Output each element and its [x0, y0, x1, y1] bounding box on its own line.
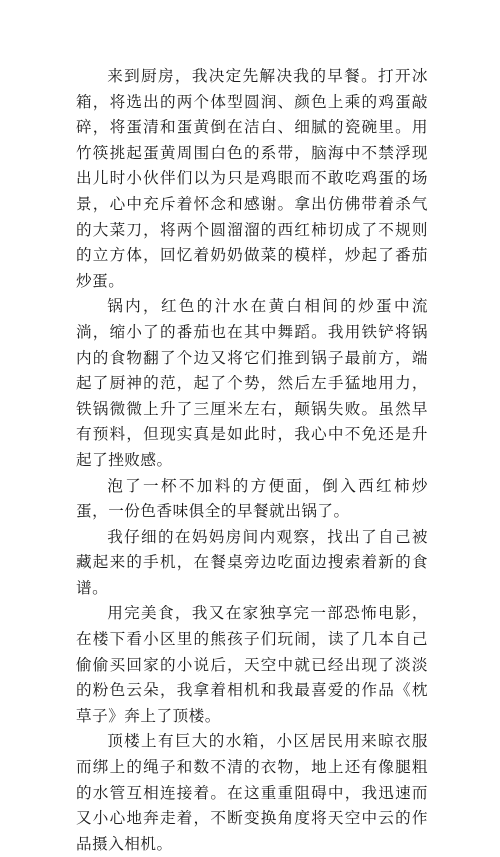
document-body	[76, 64, 428, 857]
paragraph: 用完美食，我又在家独享完一部恐怖电影，在楼下看小区里的熊孩子们玩闹，读了几本自己偷偷买回家的小说后，天空中就已经出现了淡淡的粉色云朵，我拿着相机和我最喜爱的作品《枕草子》奔上了顶楼。	[76, 604, 428, 725]
paragraph: 泡了一杯不加料的方便面，倒入西红柿炒蛋，一份色香味俱全的早餐就出锅了。	[76, 476, 428, 521]
paragraph: 锅内，红色的汁水在黄白相间的炒蛋中流淌，缩小了的番茄也在其中舞蹈。我用铁铲将锅内的食物翻了个边又将它们推到锅子最前方，端起了厨神的范，起了个势，然后左手猛地用力，铁锅微微上升了三厘米左右，颠锅失败。虽然早有预料，但现实真是如此时，我心中不免还是升起了挫败感。	[76, 297, 428, 469]
paragraph: 顶楼上有巨大的水箱，小区居民用来晾衣服而绑上的绳子和数不清的衣物，地上还有像腿粗的水管互相连接着。在这重重阻碍中，我迅速而又小心地奔走着，不断变换角度将天空中云的作品摄入相机。	[76, 732, 428, 853]
paragraph: 来到厨房，我决定先解决我的早餐。打开冰箱，将选出的两个体型圆润、颜色上乘的鸡蛋敲碎，将蛋清和蛋黄倒在洁白、细腻的瓷碗里。用竹筷挑起蛋黄周围白色的系带，脑海中不禁浮现出儿时小伙伴们以为只是鸡眼而不敢吃鸡蛋的场景，心中充斥着怀念和感谢。拿出仿佛带着杀气的大菜刀，将两个圆溜溜的西红柿切成了不规则的立方体，回忆着奶奶做菜的模样，炒起了番茄炒蛋。	[76, 67, 428, 290]
paragraph: 我仔细的在妈妈房间内观察，找出了自己被藏起来的手机，在餐桌旁边吃面边搜索着新的食谱。	[76, 527, 428, 597]
